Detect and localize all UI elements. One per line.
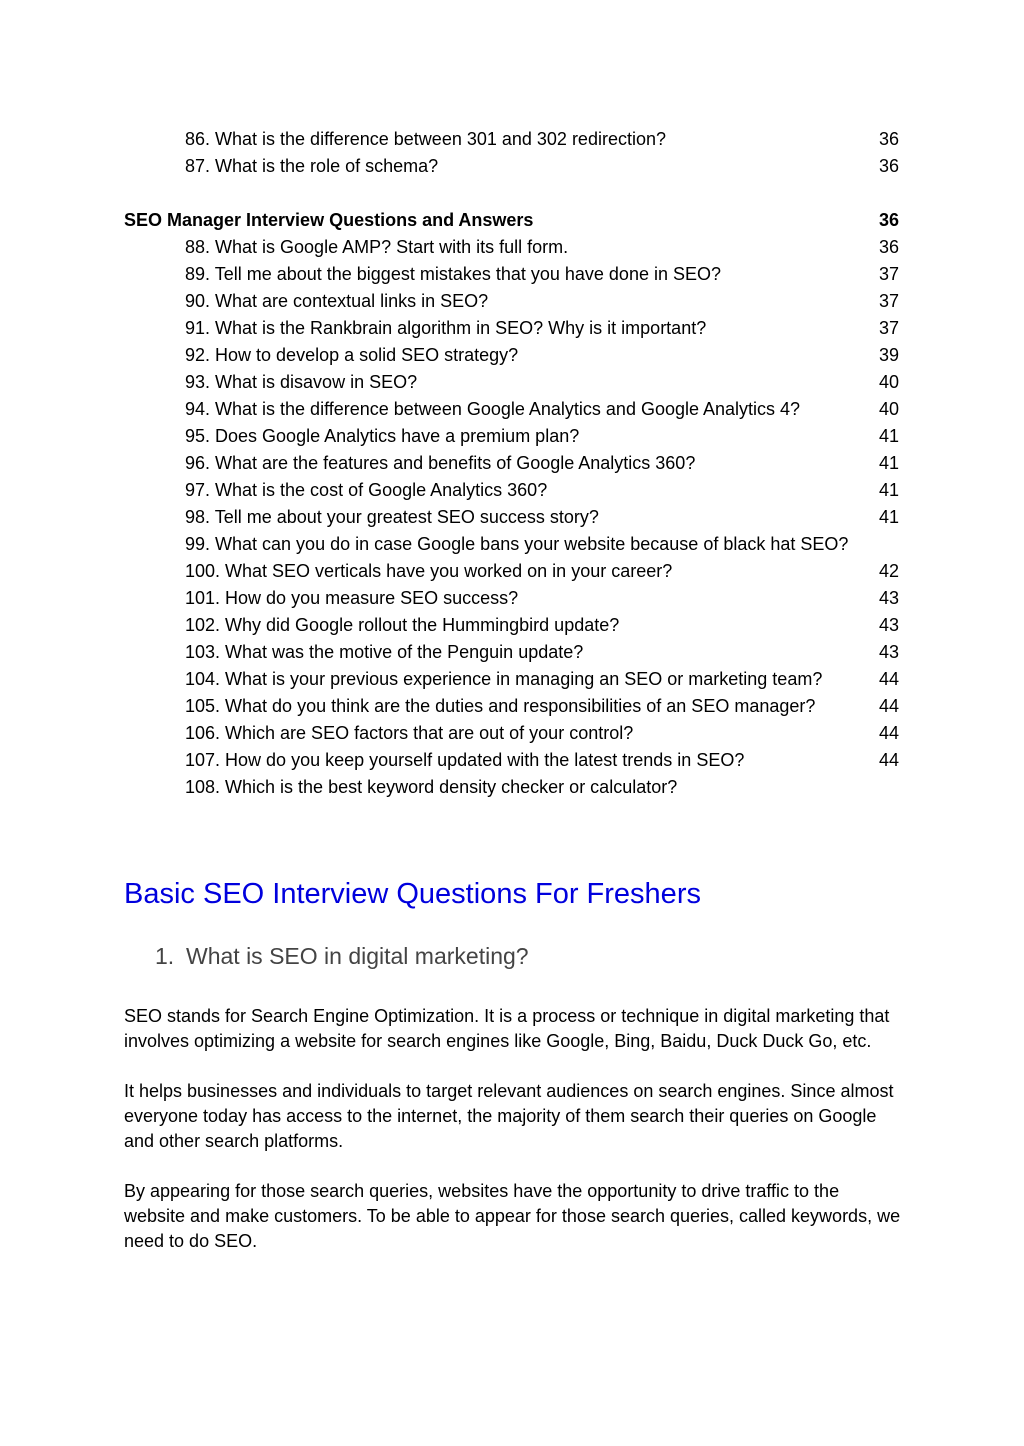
toc-entry[interactable] — [124, 558, 899, 585]
toc-entry[interactable] — [124, 639, 899, 666]
toc-entry-label: 101. How do you measure SEO success? — [185, 588, 519, 608]
toc-entry-label: 96. What are the features and benefits of Google Analytics 360? — [185, 453, 696, 473]
toc-entry-page: 43 — [878, 642, 899, 662]
toc-entry-label: 97. What is the cost of Google Analytics 360? — [185, 480, 548, 500]
toc-entry-page: 44 — [878, 750, 899, 770]
toc-entry-page: 44 — [878, 669, 899, 689]
toc-entry[interactable] — [124, 504, 899, 531]
toc-entry[interactable] — [124, 450, 899, 477]
toc-entry-page: 41 — [878, 507, 899, 527]
toc-entry-page: 37 — [878, 291, 899, 311]
toc-entry-label: 100. What SEO verticals have you worked on in your career? — [185, 561, 673, 581]
toc-entry-label: 107. How do you keep yourself updated with the latest trends in SEO? — [185, 750, 745, 770]
toc-entry[interactable] — [124, 126, 899, 153]
toc-section-page: 36 — [878, 210, 899, 230]
toc-entry-label: 89. Tell me about the biggest mistakes that you have done in SEO? — [185, 264, 722, 284]
toc-entry-label: 95. Does Google Analytics have a premium plan? — [185, 426, 580, 446]
toc-entry-page: 44 — [878, 696, 899, 716]
toc-entry-page: 37 — [878, 264, 899, 284]
toc-entry-label: 102. Why did Google rollout the Hummingbird update? — [185, 615, 620, 635]
toc-entry-label: 108. Which is the best keyword density checker or calculator? — [185, 777, 678, 797]
paragraph: It helps businesses and individuals to target relevant audiences on search engines. Since almost everyone today has access to the internet, the majority of them search their queries on Google and other search platforms. — [124, 1081, 894, 1151]
toc-entry[interactable] — [124, 153, 899, 180]
toc-entry-page: 41 — [878, 453, 899, 473]
toc-entry-page: 37 — [878, 318, 899, 338]
toc-entry-page: 39 — [878, 345, 899, 365]
toc-entry-page: 41 — [878, 426, 899, 446]
toc-entry-label: 106. Which are SEO factors that are out of your control? — [185, 723, 634, 743]
toc-entry-page: 43 — [878, 588, 899, 608]
toc-section[interactable] — [124, 207, 899, 234]
toc-entry-page: 40 — [878, 399, 899, 419]
toc-entry[interactable] — [124, 315, 899, 342]
toc-entry-page: 41 — [878, 480, 899, 500]
question-number: 1. — [155, 943, 175, 969]
toc-entry[interactable] — [124, 774, 899, 801]
toc-entry[interactable] — [124, 369, 899, 396]
toc-entry[interactable] — [124, 531, 899, 558]
toc-entry-page: 36 — [878, 129, 899, 149]
toc-entry-page: 36 — [878, 237, 899, 257]
answer-body — [124, 1004, 904, 1279]
toc-entry[interactable] — [124, 693, 899, 720]
toc-entry-label: 88. What is Google AMP? Start with its full form. — [185, 237, 569, 257]
toc-entry[interactable] — [124, 720, 899, 747]
question-heading — [155, 941, 529, 971]
toc-section-label: SEO Manager Interview Questions and Answers — [124, 210, 534, 230]
toc-entry-label: 87. What is the role of schema? — [185, 156, 439, 176]
toc-entry-page: 42 — [878, 561, 899, 581]
table-of-contents — [124, 126, 899, 801]
toc-entry-page: 44 — [878, 723, 899, 743]
paragraph: SEO stands for Search Engine Optimization. It is a process or technique in digital marketing that involves optimizing a website for search engines like Google, Bing, Baidu, Duck Duck Go, etc. — [124, 1006, 890, 1051]
toc-entry-label: 99. What can you do in case Google bans your website because of black hat SEO? — [185, 534, 849, 554]
toc-entry-label: 91. What is the Rankbrain algorithm in SEO? Why is it important? — [185, 318, 707, 338]
toc-entry[interactable] — [124, 585, 899, 612]
toc-entry[interactable] — [124, 666, 899, 693]
toc-entry[interactable] — [124, 423, 899, 450]
toc-entry[interactable] — [124, 612, 899, 639]
spacer — [124, 180, 899, 207]
toc-entry-page: 36 — [878, 156, 899, 176]
question-text: What is SEO in digital marketing? — [186, 943, 529, 969]
toc-entry-label: 94. What is the difference between Google Analytics and Google Analytics 4? — [185, 399, 801, 419]
toc-entry[interactable] — [124, 477, 899, 504]
toc-entry-label: 103. What was the motive of the Penguin update? — [185, 642, 584, 662]
toc-entry-page: 40 — [878, 372, 899, 392]
toc-entry[interactable] — [124, 396, 899, 423]
toc-entry[interactable] — [124, 261, 899, 288]
paragraph: By appearing for those search queries, websites have the opportunity to drive traffic to the website and make customers. To be able to appear for those search queries, called keywords, we need to do SEO. — [124, 1181, 901, 1251]
toc-entry-label: 86. What is the difference between 301 and 302 redirection? — [185, 129, 666, 149]
toc-entry-label: 105. What do you think are the duties and responsibilities of an SEO manager? — [185, 696, 816, 716]
toc-entry[interactable] — [124, 234, 899, 261]
toc-entry-label: 104. What is your previous experience in managing an SEO or marketing team? — [185, 669, 823, 689]
section-heading: Basic SEO Interview Questions For Freshers — [124, 878, 701, 910]
toc-entry-label: 90. What are contextual links in SEO? — [185, 291, 489, 311]
toc-entry-page: 43 — [878, 615, 899, 635]
toc-entry-label: 98. Tell me about your greatest SEO success story? — [185, 507, 599, 527]
toc-entry[interactable] — [124, 342, 899, 369]
toc-entry-label: 92. How to develop a solid SEO strategy? — [185, 345, 519, 365]
toc-entry[interactable] — [124, 288, 899, 315]
toc-entry[interactable] — [124, 747, 899, 774]
toc-entry-label: 93. What is disavow in SEO? — [185, 372, 418, 392]
toc-items — [124, 234, 899, 801]
